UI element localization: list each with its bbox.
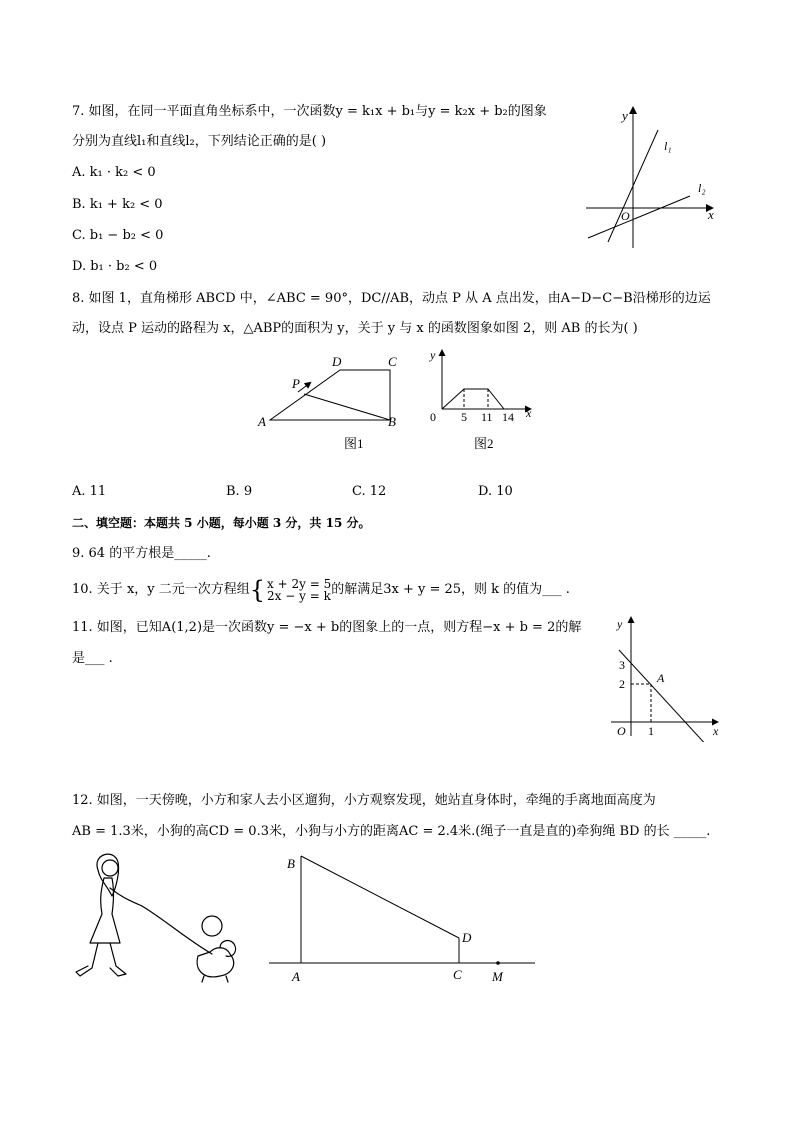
q8-option-c: C. 12 bbox=[352, 484, 387, 499]
q8-f2-tick-11: 11 bbox=[481, 410, 493, 424]
q8-trapezoid bbox=[270, 370, 390, 420]
q8-f2-tick-14: 14 bbox=[502, 410, 514, 424]
q8-label-c: C bbox=[388, 354, 397, 369]
q10-brace: { bbox=[249, 575, 266, 604]
q11-point-a: A bbox=[657, 671, 665, 685]
q12-stem-line2: AB = 1.3米，小狗的高CD = 0.3米，小狗与小方的距离AC = 2.4米.(绳子一直是直的)牵狗绳 BD 的长 _____. bbox=[72, 824, 711, 839]
q10-post: 的解满足3x + y = 25，则 k 的值为___ . bbox=[331, 582, 570, 597]
q12-label-d: D bbox=[462, 930, 472, 945]
q11-tick-1: 1 bbox=[648, 724, 654, 738]
q11-figure bbox=[605, 612, 723, 742]
q7-l1-label: l₁ bbox=[664, 139, 672, 153]
q8-segment-pb bbox=[304, 394, 390, 420]
q7-stem-line2: 分别为直线l₁和直线l₂，下列结论正确的是( ) bbox=[72, 134, 327, 149]
q12-point-m bbox=[496, 961, 500, 965]
q7-option-b: B. k₁ + k₂ < 0 bbox=[72, 197, 163, 212]
girl-leg-right bbox=[110, 943, 126, 976]
q11-stem-line1: 11. 如图，已知A(1,2)是一次函数y = −x + b的图象上的一点，则方程−x + b = 2的解 bbox=[72, 620, 582, 635]
section-2-heading: 二、填空题：本题共 5 小题，每小题 3 分，共 15 分。 bbox=[72, 516, 371, 530]
q10-pre: 10. 关于 x，y 二元一次方程组 bbox=[72, 582, 250, 597]
q11-graph-line bbox=[619, 650, 709, 742]
q8-label-b: B bbox=[388, 414, 396, 429]
dog-body bbox=[197, 948, 234, 977]
q11-y-label: y bbox=[617, 617, 623, 631]
girl-leg-left bbox=[76, 943, 98, 976]
q8-f2-y-label: y bbox=[430, 348, 436, 362]
q7-l2-label: l₂ bbox=[698, 181, 706, 195]
q12-segment-bd bbox=[301, 856, 459, 938]
q8-f2-origin: 0 bbox=[430, 410, 436, 424]
q11-tick-3: 3 bbox=[619, 658, 625, 672]
q7-option-c: C. b₁ − b₂ < 0 bbox=[72, 228, 164, 243]
q12-label-a: A bbox=[292, 969, 300, 984]
q8-option-a: A. 11 bbox=[72, 484, 107, 499]
q10-system bbox=[267, 578, 331, 602]
q11-x-label: x bbox=[713, 724, 719, 738]
q8-label-a: A bbox=[258, 414, 266, 429]
q7-stem-line1: 7. 如图，在同一平面直角坐标系中，一次函数y = k₁x + b₁与y = k₂x + b₂的图象 bbox=[72, 104, 547, 119]
q12-label-m: M bbox=[492, 969, 503, 984]
girl-head bbox=[102, 860, 118, 876]
q8-fig2-caption: 图2 bbox=[474, 436, 494, 451]
q7-line-l2 bbox=[588, 196, 690, 238]
q12-stem-line1: 12. 如图，一天傍晚，小方和家人去小区遛狗，小方观察发现，她站直身体时，牵绳的手离地面高度为 bbox=[72, 793, 656, 808]
q10-eq2: 2x − y = k bbox=[267, 588, 331, 603]
q7-option-a: A. k₁ · k₂ < 0 bbox=[72, 165, 156, 180]
q8-option-b: B. 9 bbox=[226, 484, 253, 499]
q8-f2-x-label: x bbox=[526, 406, 532, 420]
q12-label-b: B bbox=[287, 856, 295, 871]
q11-origin-label: O bbox=[617, 724, 626, 738]
q8-stem-line2: 动，设点 P 运动的路程为 x，△ABP的面积为 y，关于 y 与 x 的函数图象如图 2，则 AB 的长为( ) bbox=[72, 321, 638, 336]
q8-stem-line1: 8. 如图 1，直角梯形 ABCD 中，∠ABC = 90°，DC//AB，动点 P 从 A 点出发，由A−D−C−B沿梯形的边运 bbox=[72, 291, 711, 306]
q9-text: 9. 64 的平方根是_____. bbox=[72, 546, 211, 561]
q11-stem-line2: 是___ . bbox=[72, 651, 113, 666]
q12-diagram bbox=[265, 850, 545, 985]
q8-figure1 bbox=[252, 352, 410, 452]
q8-fig1-caption: 图1 bbox=[344, 436, 364, 451]
q7-y-label: y bbox=[622, 108, 628, 123]
q7-x-label: x bbox=[708, 207, 714, 222]
q10-text bbox=[72, 576, 570, 604]
q7-figure bbox=[582, 100, 722, 250]
q8-label-p: P bbox=[292, 376, 300, 391]
q10-eq1: x + 2y = 5 bbox=[267, 576, 332, 591]
q12-label-c: C bbox=[453, 967, 462, 982]
leash bbox=[142, 906, 212, 954]
q8-option-d: D. 10 bbox=[478, 484, 513, 499]
q8-f2-graph bbox=[442, 389, 504, 409]
q7-origin-label: O bbox=[621, 209, 630, 223]
q7-option-d: D. b₁ · b₂ < 0 bbox=[72, 259, 158, 274]
q8-label-d: D bbox=[332, 354, 342, 369]
speech-bubble bbox=[202, 916, 222, 936]
q8-figure2 bbox=[422, 345, 540, 453]
q8-f2-tick-5: 5 bbox=[461, 410, 467, 424]
q11-tick-2: 2 bbox=[619, 677, 625, 691]
q12-illustration bbox=[70, 848, 245, 988]
